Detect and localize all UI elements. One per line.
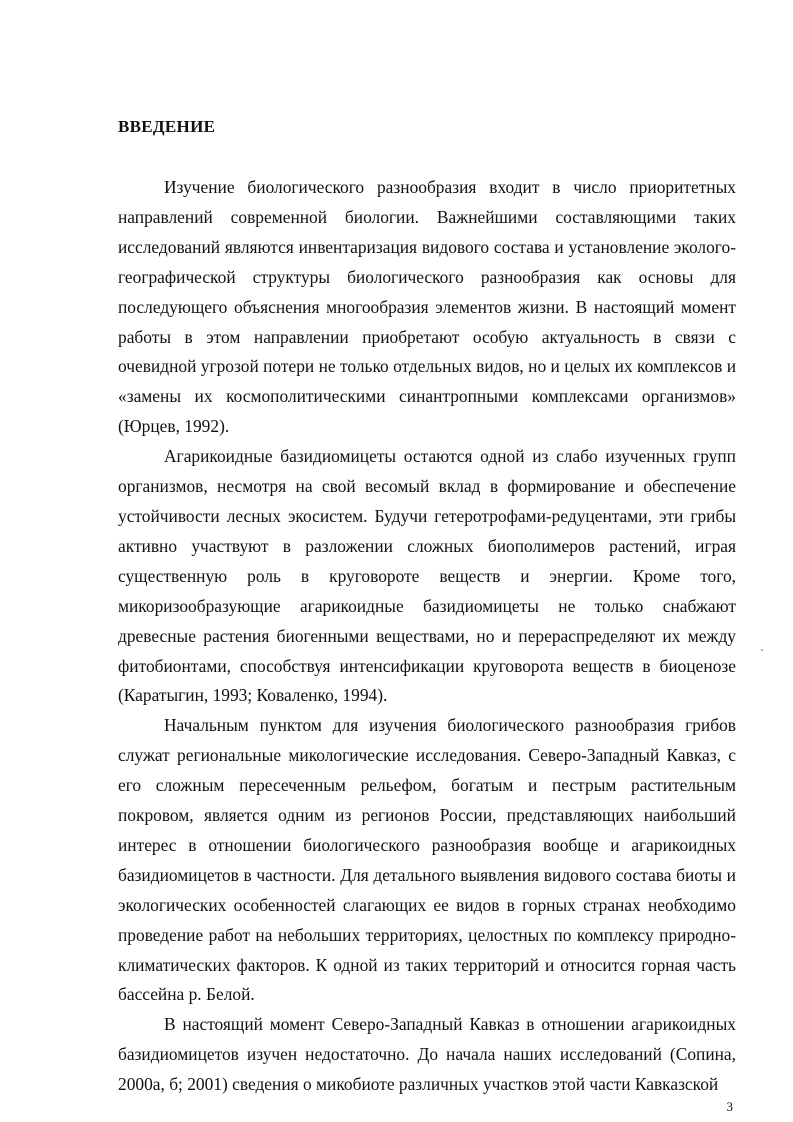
paragraph-3: Начальным пунктом для изучения биологического разнообразия грибов служат региональные микологические исследования. Северо-Западный Кавказ, с его сложным пересеченным рельефом, богатым и пестрым растительным покровом, является одним из регионов России, представляющих наибольший интерес в отношении биологического разнообразия вообще и агарикоидных базидиомицетов в частности. Для детального выявления видового состава биоты и экологических особенностей слагающих ее видов в горных странах необходимо проведение работ на небольших территориях, целостных по комплексу природно-климатических факторов. К одной из таких территорий и относится горная часть бассейна р. Белой. bbox=[118, 715, 736, 1005]
paragraph-2: Агарикоидные базидиомицеты остаются одной из слабо изученных групп организмов, несмотря на свой весомый вклад в формирование и обеспечение устойчивости лесных экосистем. Будучи гетеротрофами-редуцентами, эти грибы активно участвуют в разложении сложных биополимеров растений, играя существенную роль в круговороте веществ и энергии. Кроме того, микоризообразующие агарикоидные базидиомицеты не только снабжают древесные растения биогенными веществами, но и перераспределяют их между фитобионтами, способствуя интенсификации круговорота веществ в биоценозе (Каратыгин, 1993; Коваленко, 1994). bbox=[118, 446, 736, 706]
scan-speck bbox=[761, 649, 763, 651]
paragraph-4: В настоящий момент Северо-Западный Кавказ в отношении агарикоидных базидиомицетов изучен недостаточно. До начала наших исследований (Сопина, 2000а, б; 2001) сведения о микобиоте различных участков этой части Кавказской bbox=[118, 1014, 736, 1095]
paragraph-1: Изучение биологического разнообразия входит в число приоритетных направлений современной биологии. Важнейшими составляющими таких исследований являются инвентаризация видового состава и установление эколого-географической структуры биологического разнообразия как основы для последующего объяснения многообразия элементов жизни. В настоящий момент работы в этом направлении приобретают особую актуальность в связи с очевидной угрозой потери не только отдельных видов, но и целых их комплексов и «замены их космополитическими синантропными комплексами организмов» (Юрцев, 1992). bbox=[118, 177, 736, 437]
page-number: 3 bbox=[726, 1099, 733, 1114]
body-text bbox=[118, 173, 736, 1100]
section-heading: ВВЕДЕНИЕ bbox=[118, 117, 216, 136]
